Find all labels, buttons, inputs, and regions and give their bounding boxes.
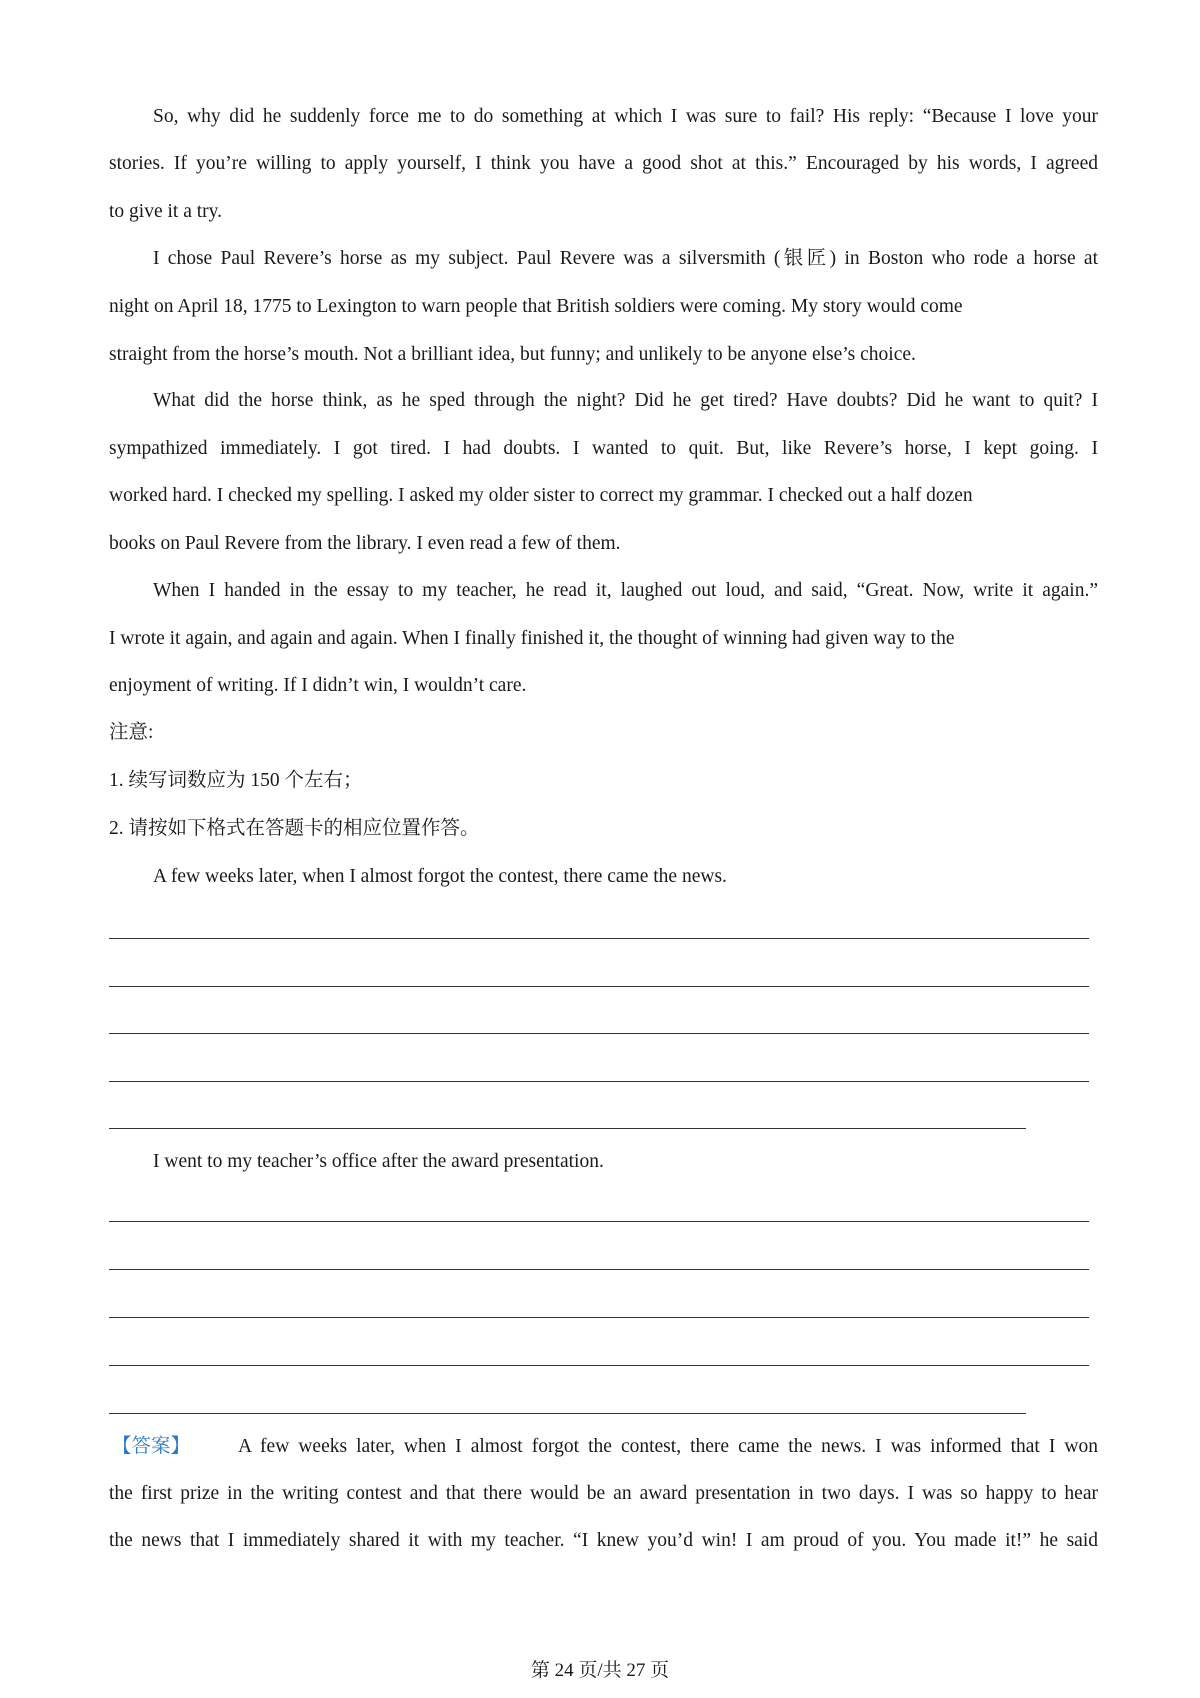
answer-blank-line <box>109 1269 1089 1270</box>
answer-blank-line <box>109 938 1089 939</box>
answer-blank-line <box>109 1081 1089 1082</box>
paragraph-line: straight from the horse’s mouth. Not a brilliant idea, but funny; and unlikely to be anyone else’s choice. <box>109 344 916 365</box>
answer-line: the news that I immediately shared it with my teacher. “I knew you’d win! I am proud of you. You made it!” he said <box>109 1530 1098 1551</box>
paragraph-line: enjoyment of writing. If I didn’t win, I wouldn’t care. <box>109 675 527 696</box>
page-number: 第 24 页/共 27 页 <box>530 1660 670 1681</box>
paragraph-line: What did the horse think, as he sped through the night? Did he get tired? Have doubts? Did he want to quit? I <box>153 390 1098 411</box>
continuation-prompt: I went to my teacher’s office after the award presentation. <box>153 1151 604 1172</box>
answer-blank-line <box>109 986 1089 987</box>
note-item: 1. 续写词数应为 150 个左右； <box>109 770 363 791</box>
answer-blank-line <box>109 1365 1089 1366</box>
answer-blank-line <box>109 1413 1026 1414</box>
answer-line: A few weeks later, when I almost forgot the contest, there came the news. I was informed that I won <box>238 1436 1098 1457</box>
paragraph-line: When I handed in the essay to my teacher, he read it, laughed out loud, and said, “Great. Now, write it again.” <box>153 580 1098 601</box>
answer-line: the first prize in the writing contest and that there would be an award presentation in two days. I was so happy to hear <box>109 1483 1098 1504</box>
paragraph-line: sympathized immediately. I got tired. I had doubts. I wanted to quit. But, like Revere’s horse, I kept going. I <box>109 438 1098 459</box>
paragraph-line: I wrote it again, and again and again. When I finally finished it, the thought of winning had given way to the <box>109 628 955 649</box>
paragraph-line: books on Paul Revere from the library. I even read a few of them. <box>109 533 621 554</box>
answer-blank-line <box>109 1033 1089 1034</box>
paragraph-line: worked hard. I checked my spelling. I asked my older sister to correct my grammar. I checked out a half dozen <box>109 485 973 506</box>
paragraph-line: night on April 18, 1775 to Lexington to warn people that British soldiers were coming. My story would come <box>109 296 963 317</box>
answer-blank-line <box>109 1317 1089 1318</box>
paragraph-line: I chose Paul Revere’s horse as my subject. Paul Revere was a silversmith (银匠) in Boston who rode a horse at <box>153 248 1098 269</box>
note-item: 2. 请按如下格式在答题卡的相应位置作答。 <box>109 818 480 839</box>
answer-label: 【答案】 <box>112 1436 191 1457</box>
answer-blank-line <box>109 1128 1026 1129</box>
paragraph-line: to give it a try. <box>109 201 223 222</box>
continuation-prompt: A few weeks later, when I almost forgot the contest, there came the news. <box>153 866 727 887</box>
paragraph-line: So, why did he suddenly force me to do something at which I was sure to fail? His reply: “Because I love your <box>153 106 1098 127</box>
notes-title: 注意: <box>109 722 154 743</box>
answer-blank-line <box>109 1221 1089 1222</box>
paragraph-line: stories. If you’re willing to apply yourself, I think you have a good shot at this.” Encouraged by his words, I agreed <box>109 153 1098 174</box>
